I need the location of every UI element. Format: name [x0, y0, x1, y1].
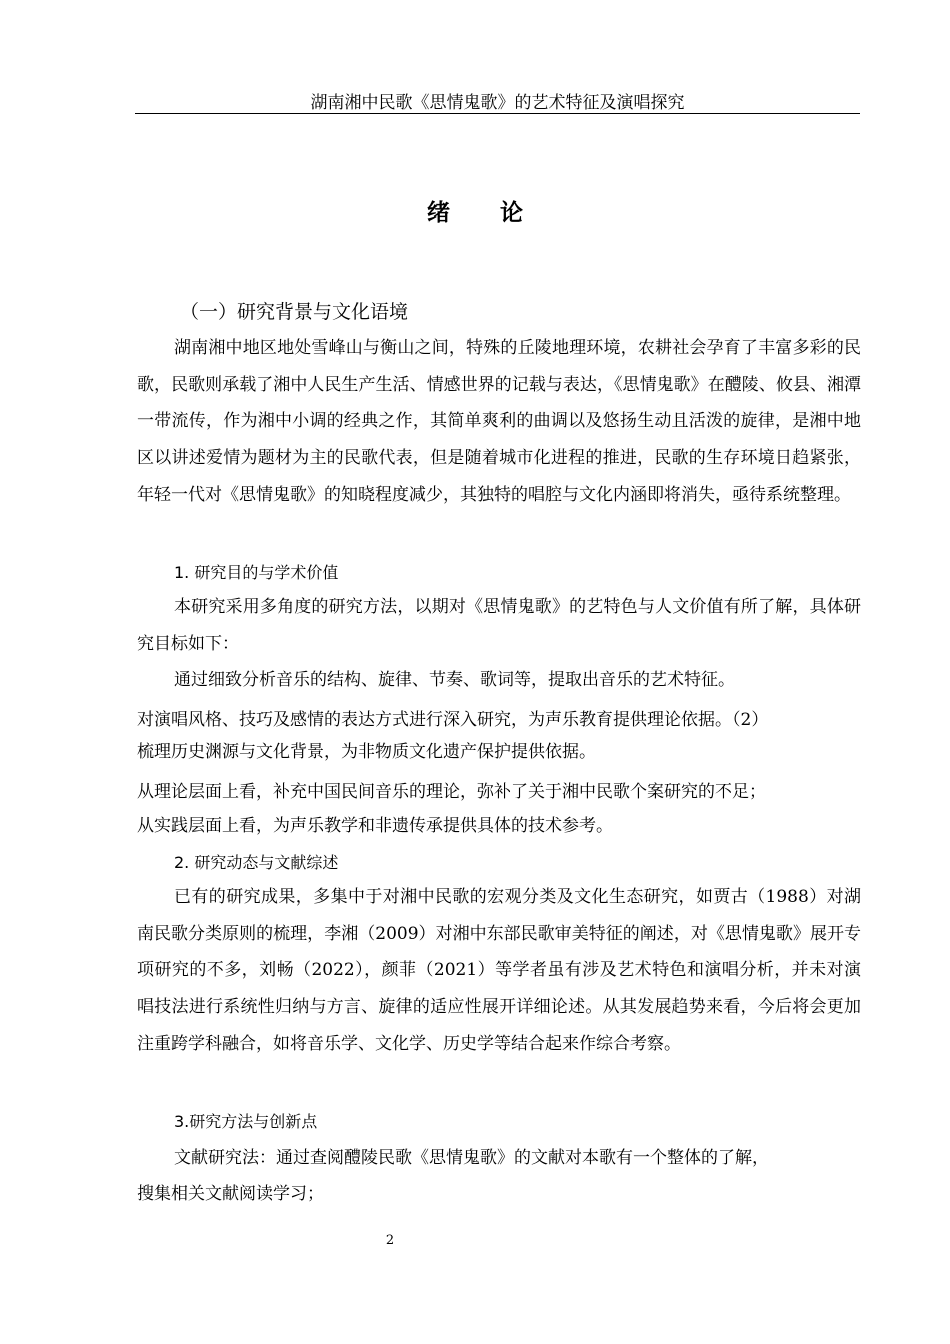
goal-line-2: 对演唱风格、技巧及感情的表达方式进行深入研究，为声乐教育提供理论依据。（2）: [137, 710, 769, 730]
value-line-1: 从理论层面上看，补充中国民间音乐的理论，弥补了关于湘中民歌个案研究的不足；: [137, 782, 766, 802]
paragraph-goals: 本研究采用多角度的研究方法，以期对《思情鬼歌》的艺特色与人文价值有所了解，具体研究目标如下：: [137, 597, 861, 654]
running-header: 湖南湘中民歌《思情鬼歌》的艺术特征及演唱探究: [310, 93, 685, 113]
method-line-1: 文献研究法：通过查阅醴陵民歌《思情鬼歌》的文献对本歌有一个整体的了解，: [174, 1148, 769, 1168]
value-line-2: 从实践层面上看，为声乐教学和非遗传承提供具体的技术参考。: [137, 816, 613, 836]
page-number: 2: [385, 1233, 395, 1248]
goal-line-3: 梳理历史渊源与文化背景，为非物质文化遗产保护提供依据。: [137, 742, 596, 762]
subsection-heading-3: 3.研究方法与创新点: [174, 1112, 318, 1131]
paragraph-background: 湖南湘中地区地处雪峰山与衡山之间，特殊的丘陵地理环境，农耕社会孕育了丰富多彩的民歌，民歌则承载了湘中人民生产生活、情感世界的记载与表达，《思情鬼歌》在醴陵、攸县、湘潭一带流传，作为湘中小调的经典之作，其简单爽利的曲调以及悠扬生动且活泼的旋律，是湘中地区以讲述爱情为题材为主的民歌代表，但是随着城市化进程的推进，民歌的生存环境日趋紧张，年轻一代对《思情鬼歌》的知晓程度减少，其独特的唱腔与文化内涵即将消失，亟待系统整理。: [137, 338, 861, 505]
header-rule: [135, 113, 860, 114]
method-line-2: 搜集相关文献阅读学习；: [137, 1184, 324, 1204]
section-heading: （一）研究背景与文化语境: [180, 301, 409, 323]
subsection-heading-1: 1. 研究目的与学术价值: [174, 563, 339, 582]
paragraph-literature: 已有的研究成果，多集中于对湘中民歌的宏观分类及文化生态研究，如贾古（1988）对湖南民歌分类原则的梳理，李湘（2009）对湘中东部民歌审美特征的阐述，对《思情鬼歌》展开专项研究的不多，刘畅（2022），颜菲（2021）等学者虽有涉及艺术特色和演唱分析，并未对演唱技法进行系统性归纳与方言、旋律的适应性展开详细论述。从其发展趋势来看，今后将会更加注重跨学科融合，如将音乐学、文化学、历史学等结合起来作综合考察。: [137, 887, 861, 1054]
goal-line-1: 通过细致分析音乐的结构、旋律、节奏、歌词等，提取出音乐的艺术特征。: [174, 670, 735, 690]
subsection-heading-2: 2. 研究动态与文献综述: [174, 853, 339, 872]
chapter-title: 绪论: [427, 200, 573, 226]
